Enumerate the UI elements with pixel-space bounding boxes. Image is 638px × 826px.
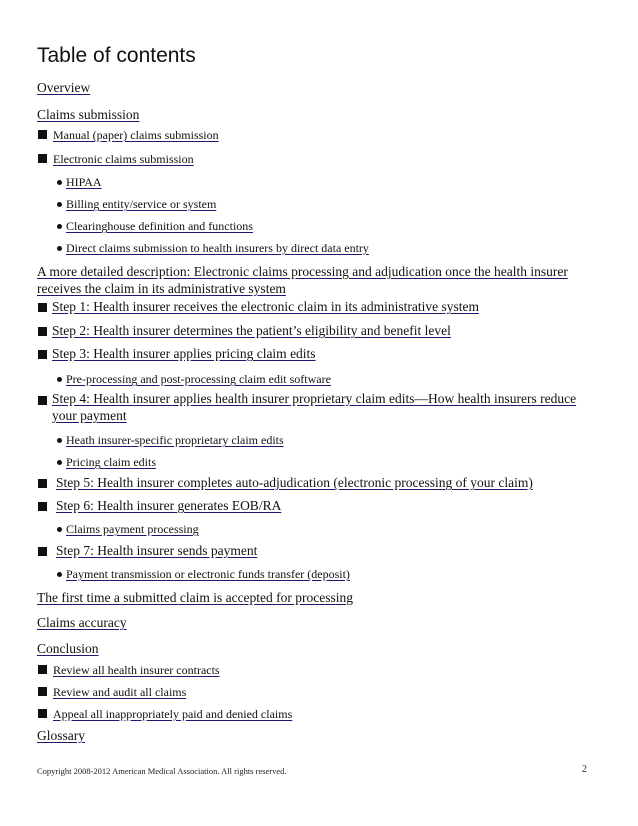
square-bullet-icon xyxy=(38,327,47,336)
toc-link-glossary[interactable]: Glossary xyxy=(37,728,85,743)
toc-entry-step5 xyxy=(56,474,533,492)
toc-entry-manual-claims xyxy=(53,126,219,144)
square-bullet-icon xyxy=(38,547,47,556)
toc-link-conclusion[interactable]: Conclusion xyxy=(37,641,99,656)
toc-entry-step2 xyxy=(52,322,451,340)
round-bullet-icon xyxy=(57,438,62,443)
square-bullet-icon xyxy=(38,303,47,312)
toc-entry-overview xyxy=(37,79,90,97)
toc-link-step5[interactable]: Step 5: Health insurer completes auto-adjudication (electronic processing of your claim) xyxy=(56,475,533,490)
square-bullet-icon xyxy=(38,665,47,674)
toc-entry-step4 xyxy=(52,390,592,424)
toc-entry-claims-accuracy xyxy=(37,614,127,632)
toc-link-step3[interactable]: Step 3: Health insurer applies pricing claim edits xyxy=(52,346,316,361)
toc-link-payment-transmission[interactable]: Payment transmission or electronic funds transfer (deposit) xyxy=(66,567,350,581)
round-bullet-icon xyxy=(57,224,62,229)
page-number: 2 xyxy=(582,764,587,775)
toc-entry-review-contracts xyxy=(53,661,220,679)
toc-link-claims-accuracy[interactable]: Claims accuracy xyxy=(37,615,127,630)
toc-link-direct-submission[interactable]: Direct claims submission to health insurers by direct data entry xyxy=(66,241,369,255)
round-bullet-icon xyxy=(57,246,62,251)
toc-entry-conclusion xyxy=(37,640,99,658)
toc-entry-heath-proprietary xyxy=(66,431,284,449)
square-bullet-icon xyxy=(38,479,47,488)
toc-entry-hipaa xyxy=(66,173,102,191)
toc-link-electronic-claims[interactable]: Electronic claims submission xyxy=(53,152,194,166)
toc-entry-clearinghouse xyxy=(66,217,253,235)
toc-entry-step7 xyxy=(56,542,257,560)
toc-entry-detailed-description xyxy=(37,263,597,297)
toc-entry-electronic-claims xyxy=(53,150,194,168)
round-bullet-icon xyxy=(57,202,62,207)
toc-link-step7[interactable]: Step 7: Health insurer sends payment xyxy=(56,543,258,558)
toc-entry-claims-payment xyxy=(66,520,199,538)
round-bullet-icon xyxy=(57,377,62,382)
page-title: Table of contents xyxy=(37,44,196,67)
round-bullet-icon xyxy=(57,572,62,577)
toc-entry-review-audit xyxy=(53,683,186,701)
toc-link-manual-claims[interactable]: Manual (paper) claims submission xyxy=(53,128,219,142)
square-bullet-icon xyxy=(38,154,47,163)
toc-link-hipaa[interactable]: HIPAA xyxy=(66,175,102,189)
toc-link-step1[interactable]: Step 1: Health insurer receives the electronic claim in its administrative system xyxy=(52,299,479,314)
toc-link-clearinghouse[interactable]: Clearinghouse definition and functions xyxy=(66,219,253,233)
toc-link-step2[interactable]: Step 2: Health insurer determines the patient’s eligibility and benefit level xyxy=(52,323,451,338)
toc-link-appeal[interactable]: Appeal all inappropriately paid and denied claims xyxy=(53,707,293,721)
toc-link-step6[interactable]: Step 6: Health insurer generates EOB/RA xyxy=(56,498,282,513)
toc-link-review-audit[interactable]: Review and audit all claims xyxy=(53,685,187,699)
round-bullet-icon xyxy=(57,527,62,532)
square-bullet-icon xyxy=(38,687,47,696)
footer-copyright: Copyright 2008-2012 American Medical Association. All rights reserved. xyxy=(37,766,287,776)
square-bullet-icon xyxy=(38,396,47,405)
toc-link-heath-proprietary[interactable]: Heath insurer-specific proprietary claim edits xyxy=(66,433,284,447)
round-bullet-icon xyxy=(57,180,62,185)
toc-link-pre-post-processing[interactable]: Pre-processing and post-processing claim edit software xyxy=(66,372,331,386)
toc-link-review-contracts[interactable]: Review all health insurer contracts xyxy=(53,663,220,677)
toc-link-overview[interactable]: Overview xyxy=(37,80,91,95)
toc-link-step4[interactable]: Step 4: Health insurer applies health insurer proprietary claim edits—How health insurers reduce your payment xyxy=(52,391,577,423)
toc-entry-pre-post-processing xyxy=(66,370,331,388)
toc-link-claims-submission[interactable]: Claims submission xyxy=(37,107,140,122)
toc-entry-direct-submission xyxy=(66,239,369,257)
square-bullet-icon xyxy=(38,709,47,718)
toc-link-first-time[interactable]: The first time a submitted claim is accepted for processing xyxy=(37,590,354,605)
toc-entry-step6 xyxy=(56,497,281,515)
square-bullet-icon xyxy=(38,130,47,139)
toc-entry-first-time xyxy=(37,589,353,607)
toc-link-detailed-description[interactable]: A more detailed description: Electronic claims processing and adjudication once the health insurer receives the claim in its administrative system xyxy=(37,264,568,296)
square-bullet-icon xyxy=(38,502,47,511)
toc-entry-pricing-edits xyxy=(66,453,156,471)
round-bullet-icon xyxy=(57,460,62,465)
toc-entry-step1 xyxy=(52,298,479,316)
toc-entry-payment-transmission xyxy=(66,565,350,583)
toc-entry-step3 xyxy=(52,345,316,363)
toc-link-billing-entity[interactable]: Billing entity/service or system xyxy=(66,197,217,211)
toc-link-pricing-edits[interactable]: Pricing claim edits xyxy=(66,455,156,469)
toc-entry-claims-submission xyxy=(37,106,139,124)
square-bullet-icon xyxy=(38,350,47,359)
toc-entry-glossary xyxy=(37,727,85,745)
toc-entry-billing-entity xyxy=(66,195,216,213)
toc-entry-appeal xyxy=(53,705,292,723)
toc-link-claims-payment[interactable]: Claims payment processing xyxy=(66,522,199,536)
